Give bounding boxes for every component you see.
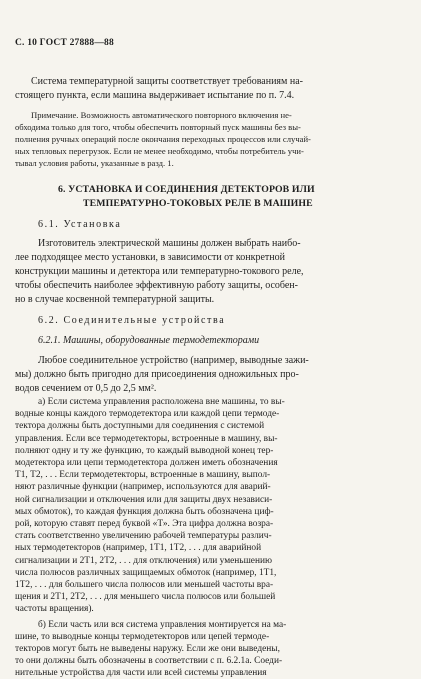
text-line: Т1, Т2, . . . Если термодетекторы, встроенные в машину, выпол- <box>15 470 271 481</box>
text-line: модетектора или цепи термодетектора должен иметь обозначения <box>15 458 278 468</box>
text-line: управления. Если все термодетекторы, встроенные в машину, вы- <box>15 433 278 444</box>
note-line: обходима только для того, чтобы обеспечить повторный пуск машины без вы- <box>15 122 301 132</box>
subsection-title: 6.2. Соединительные устройства <box>38 315 226 326</box>
text-line: стоящего пункта, если машина выдерживает испытание по п. 7.4. <box>15 90 295 101</box>
text-line: няют различные функции (например, используются для аварий- <box>15 482 271 493</box>
text-line: ных термодетекторов (например, 1Т1, 1Т2, . . . для аварийной <box>15 543 262 554</box>
text-line: сигнализации и 2Т1, 2Т2, . . . для отключения) или уменьшению <box>15 555 272 566</box>
text-line: б) Если часть или вся система управления монтируется на ма- <box>38 619 287 630</box>
text-line: но в случае косвенной температурной защиты. <box>15 294 215 305</box>
text-line: чтобы обеспечить наиболее эффективную работу защиты, особен- <box>15 280 298 291</box>
text-line: полняют одну и ту же функцию, то каждый выводной конец тер- <box>15 445 274 456</box>
text-line: мы) должно быть пригодно для присоединения одножильных про- <box>15 369 299 380</box>
section-title: ТЕМПЕРАТУРНО-ТОКОВЫХ РЕЛЕ В МАШИНЕ <box>83 198 313 209</box>
note-line: полнения ручных операций после окончания переходных процессов или случай- <box>15 134 311 144</box>
text-line: щения и 2Т1, 2Т2, . . . для меньшего числа полюсов или большей <box>15 592 276 603</box>
text-line: ной сигнализации и отключения или для защиты двух независи- <box>15 494 273 505</box>
text-line: рой, которую ставят перед буквой «Т». Эта цифра должна возра- <box>15 519 274 529</box>
subsection-title: 6.2.1. Машины, оборудованные термодетекторами <box>38 335 260 346</box>
page-header: С. 10 ГОСТ 27888—88 <box>15 38 114 48</box>
text-line: Любое соединительное устройство (например, выводные зажи- <box>38 355 309 366</box>
text-line: тектора должны быть доступными для соединения с системой <box>15 421 265 432</box>
text-line: конструкции машины и детектора или температурно-токового реле, <box>15 266 304 277</box>
text-line: Система температурной защиты соответствует требованиям на- <box>31 76 303 87</box>
text-line: а) Если система управления расположена вне машины, то вы- <box>38 397 285 407</box>
note-line: ных тепловых перегрузок. Если не менее необходимо, чтобы потребитель учи- <box>15 146 304 156</box>
text-line: Изготовитель электрической машины должен выбрать наибо- <box>38 238 301 249</box>
note-line: тывал условия работы, указанные в разд. 1. <box>15 158 174 168</box>
text-line: 1Т2, . . . для большего числа полюсов или меньшей частоты вра- <box>15 580 274 590</box>
text-line: частоты вращения). <box>15 604 94 615</box>
text-line: текторов могут быть не выведены наружу. Если же они выведены, <box>15 644 280 654</box>
text-line: числа полюсов различных защищаемых обмоток (например, 1Т1, <box>15 567 277 578</box>
text-line: то они должны быть обозначены в соответствии с п. 6.2.1а. Соеди- <box>15 656 283 667</box>
text-line: мых обмоток), то каждая функция должна быть обозначена циф- <box>15 506 274 517</box>
text-line: шине, то выводные концы термодетекторов или цепей термоде- <box>15 631 270 642</box>
text-line: лее подходящее место установки, в зависимости от конкретной <box>15 252 285 263</box>
note-line: Примечание. Возможность автоматического повторного включения не- <box>31 110 292 120</box>
text-line: водов сечением от 0,5 до 2,5 мм². <box>15 383 157 394</box>
section-title: 6. УСТАНОВКА И СОЕДИНЕНИЯ ДЕТЕКТОРОВ ИЛИ <box>58 184 315 195</box>
text-line: водные концы каждого термодетектора или каждой цепи термоде- <box>15 409 280 420</box>
text-line: стать соответственно увеличению рабочей температуры различ- <box>15 531 272 542</box>
text-line: нительные устройства для части или всей системы управления <box>15 668 267 679</box>
subsection-title: 6.1. Установка <box>38 219 122 230</box>
